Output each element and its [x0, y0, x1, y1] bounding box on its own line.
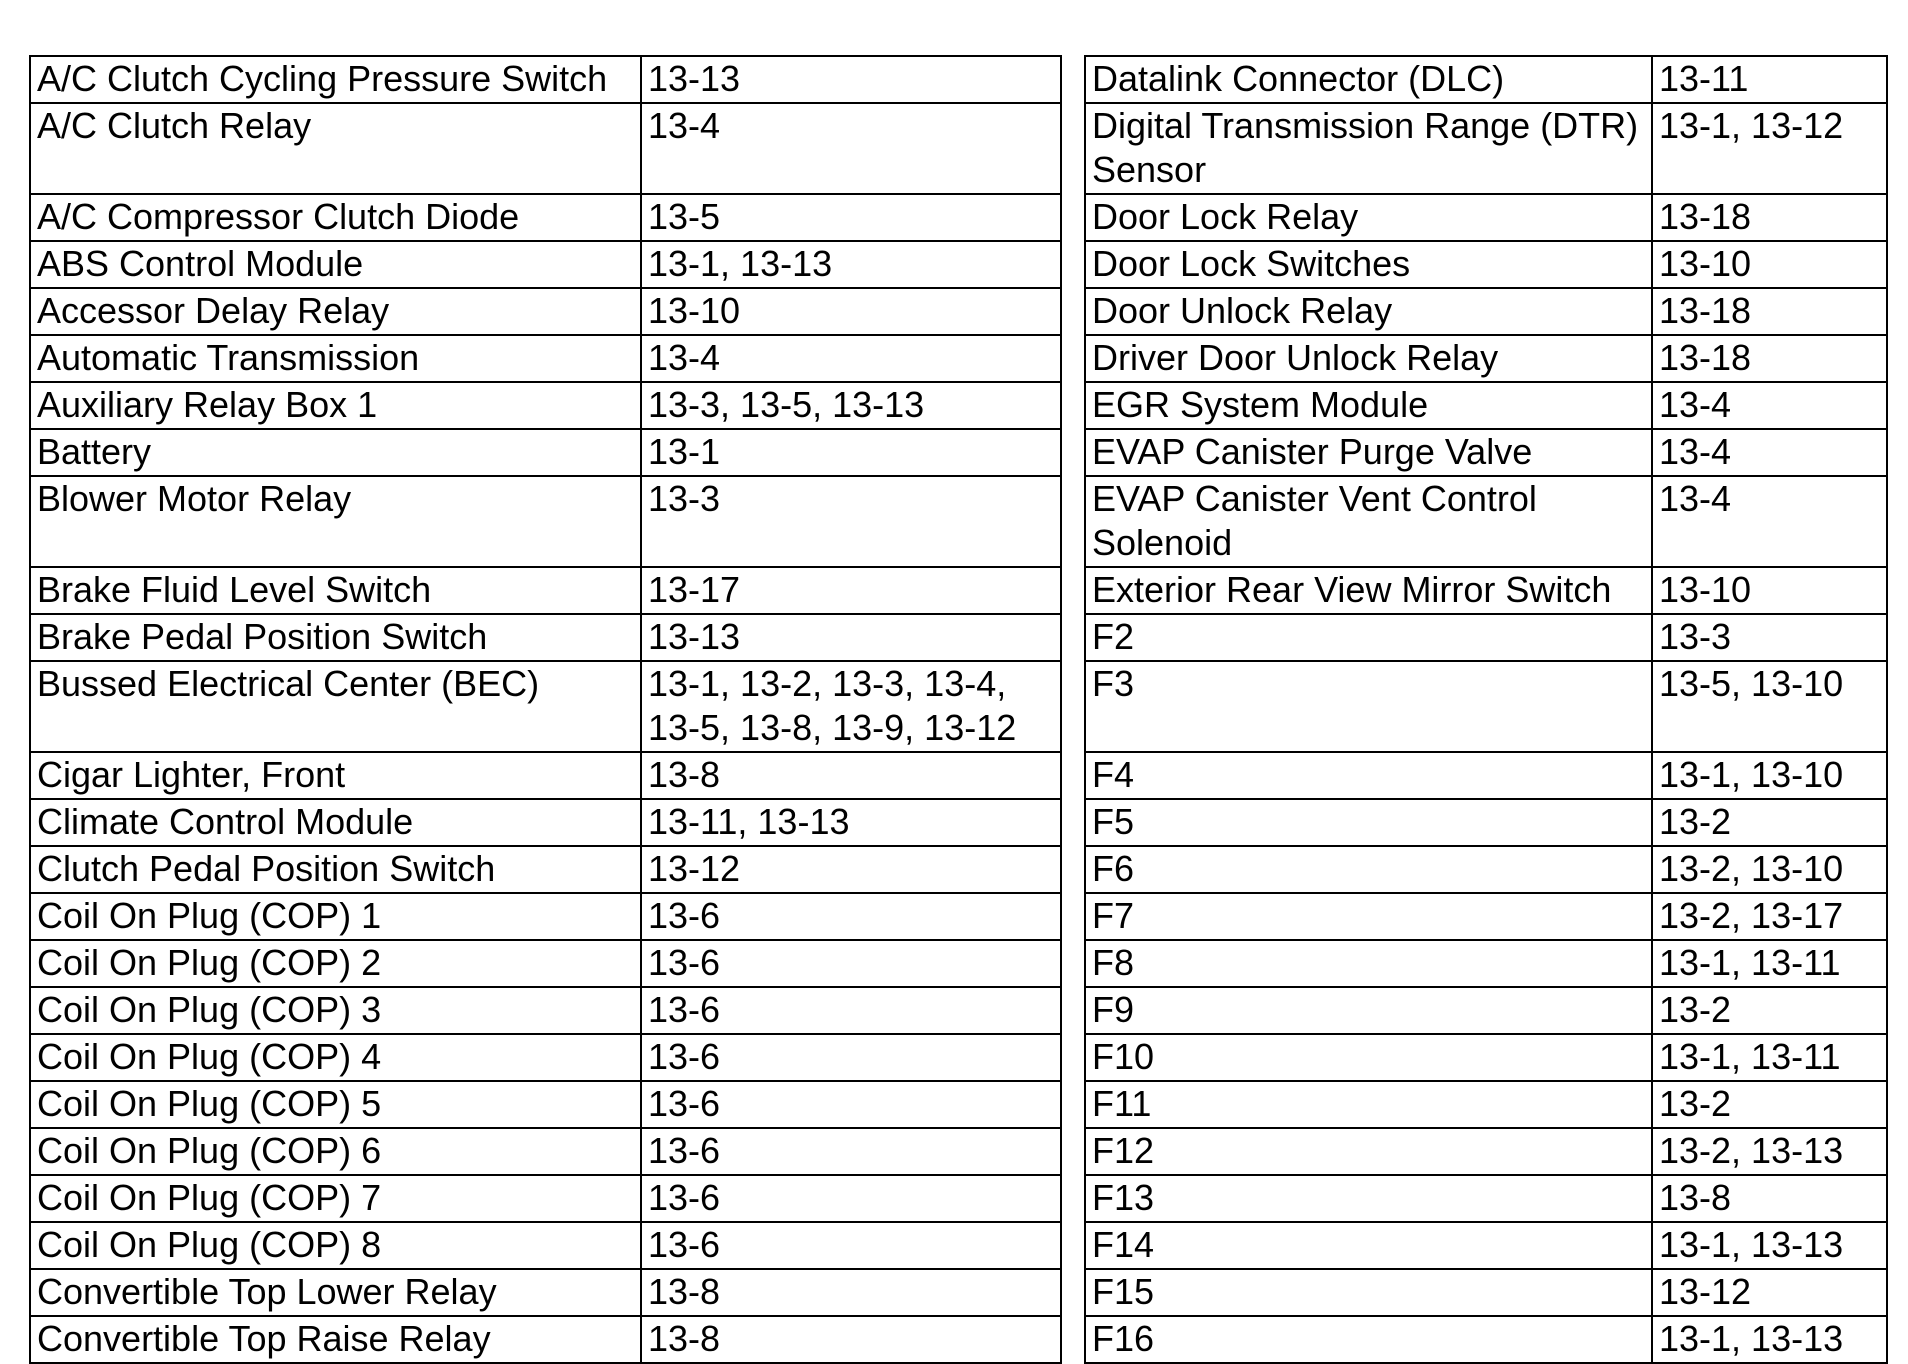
page-reference: 13-5 — [648, 196, 721, 237]
component-cell — [30, 382, 641, 429]
component-cell — [1085, 103, 1652, 194]
component-cell — [30, 1269, 641, 1316]
component-cell — [30, 476, 641, 567]
table-row — [30, 194, 1061, 241]
page-ref-cell — [641, 752, 1061, 799]
page-ref-cell — [641, 476, 1061, 567]
page-ref-cell — [641, 1081, 1061, 1128]
page-ref-cell — [1652, 1316, 1887, 1363]
table-row — [1085, 1316, 1887, 1363]
table-row — [30, 893, 1061, 940]
component-cell — [30, 103, 641, 194]
page-ref-cell — [641, 893, 1061, 940]
component-name: Blower Motor Relay — [37, 478, 352, 519]
page-reference: 13-1, 13-10 — [1659, 754, 1844, 795]
component-name: F3 — [1092, 663, 1135, 704]
table-row — [1085, 614, 1887, 661]
component-name: Door Unlock Relay — [1092, 290, 1393, 331]
table-row — [30, 241, 1061, 288]
table-row — [30, 661, 1061, 752]
component-cell — [30, 241, 641, 288]
page-ref-cell — [641, 1222, 1061, 1269]
page-ref-cell — [1652, 661, 1887, 752]
component-name: F13 — [1092, 1177, 1155, 1218]
page-reference: 13-1, 13-13 — [648, 243, 833, 284]
component-name: Brake Pedal Position Switch — [37, 616, 488, 657]
component-name: F9 — [1092, 989, 1135, 1030]
table-row — [30, 56, 1061, 103]
component-cell — [1085, 1034, 1652, 1081]
component-cell — [1085, 288, 1652, 335]
table-row — [30, 567, 1061, 614]
component-cell — [30, 846, 641, 893]
page-reference: 13-17 — [648, 569, 741, 610]
page-reference: 13-8 — [1659, 1177, 1732, 1218]
table-row — [30, 846, 1061, 893]
page-ref-cell — [1652, 940, 1887, 987]
page-reference: 13-8 — [648, 754, 721, 795]
page-reference: 13-2, 13-13 — [1659, 1130, 1844, 1171]
page-ref-cell — [641, 661, 1061, 752]
page-reference: 13-6 — [648, 1130, 721, 1171]
component-name: Brake Fluid Level Switch — [37, 569, 432, 610]
table-row — [1085, 1081, 1887, 1128]
table-row — [1085, 382, 1887, 429]
component-name: F12 — [1092, 1130, 1155, 1171]
table-row — [30, 1316, 1061, 1363]
component-cell — [30, 1316, 641, 1363]
component-name: Coil On Plug (COP) 6 — [37, 1130, 382, 1171]
page-ref-cell — [1652, 614, 1887, 661]
page-reference: 13-8 — [648, 1318, 721, 1359]
page-reference: 13-1, 13-11 — [1659, 1036, 1841, 1077]
component-cell — [1085, 846, 1652, 893]
table-row — [1085, 288, 1887, 335]
component-cell — [30, 614, 641, 661]
component-name: Clutch Pedal Position Switch — [37, 848, 496, 889]
table-row — [30, 799, 1061, 846]
page-ref-cell — [641, 382, 1061, 429]
page-ref-cell — [1652, 1269, 1887, 1316]
page-reference: 13-10 — [1659, 243, 1752, 284]
component-cell — [1085, 893, 1652, 940]
page-ref-cell — [641, 1269, 1061, 1316]
page-ref-cell — [1652, 382, 1887, 429]
table-row — [1085, 1128, 1887, 1175]
component-name: Auxiliary Relay Box 1 — [37, 384, 378, 425]
table-row — [1085, 1222, 1887, 1269]
table-row — [1085, 940, 1887, 987]
component-cell — [30, 429, 641, 476]
component-name: Driver Door Unlock Relay — [1092, 337, 1499, 378]
table-row — [1085, 1175, 1887, 1222]
page-ref-cell — [1652, 1222, 1887, 1269]
page-reference: 13-18 — [1659, 196, 1752, 237]
table-row — [1085, 1269, 1887, 1316]
page-ref-cell — [1652, 893, 1887, 940]
component-cell — [30, 893, 641, 940]
component-name: Accessor Delay Relay — [37, 290, 390, 331]
component-cell — [30, 1175, 641, 1222]
component-name: Battery — [37, 431, 152, 472]
component-cell — [1085, 1222, 1652, 1269]
page-reference: 13-1, 13-12 — [1659, 105, 1844, 146]
table-row — [30, 429, 1061, 476]
component-cell — [1085, 56, 1652, 103]
component-cell — [1085, 382, 1652, 429]
page-reference: 13-1, 13-13 — [1659, 1224, 1844, 1265]
component-name: Convertible Top Lower Relay — [37, 1271, 497, 1312]
component-cell — [1085, 194, 1652, 241]
page-reference: 13-1, 13-2, 13-3, 13-4, — [648, 663, 1007, 704]
component-name: Exterior Rear View Mirror Switch — [1092, 569, 1612, 610]
component-cell — [1085, 241, 1652, 288]
component-name: F10 — [1092, 1036, 1155, 1077]
page-ref-cell — [1652, 1081, 1887, 1128]
component-cell — [30, 56, 641, 103]
component-name: Coil On Plug (COP) 3 — [37, 989, 382, 1030]
table-row — [30, 940, 1061, 987]
table-row — [30, 1175, 1061, 1222]
page-ref-cell — [641, 567, 1061, 614]
table-row — [1085, 987, 1887, 1034]
page-ref-cell — [1652, 288, 1887, 335]
component-name: Door Lock Relay — [1092, 196, 1359, 237]
component-name: F5 — [1092, 801, 1135, 842]
table-row — [1085, 194, 1887, 241]
page-reference: 13-6 — [648, 942, 721, 983]
component-cell — [30, 288, 641, 335]
page-ref-cell — [1652, 103, 1887, 194]
page-ref-cell — [641, 987, 1061, 1034]
page-ref-cell — [641, 429, 1061, 476]
component-name: F7 — [1092, 895, 1135, 936]
table-row — [1085, 752, 1887, 799]
page-reference: 13-4 — [1659, 431, 1732, 472]
page-reference: 13-1 — [648, 431, 721, 472]
page-reference: 13-1, 13-11 — [1659, 942, 1841, 983]
page-ref-cell — [641, 103, 1061, 194]
component-name: Bussed Electrical Center (BEC) — [37, 663, 540, 704]
page-ref-cell — [1652, 241, 1887, 288]
component-cell — [1085, 940, 1652, 987]
table-row — [30, 987, 1061, 1034]
component-name: Cigar Lighter, Front — [37, 754, 346, 795]
page-reference: 13-12 — [648, 848, 741, 889]
component-cell — [1085, 1128, 1652, 1175]
table-row — [30, 288, 1061, 335]
component-cell — [30, 940, 641, 987]
component-cell — [1085, 752, 1652, 799]
table-row — [1085, 1034, 1887, 1081]
page-reference: 13-10 — [648, 290, 741, 331]
component-name: F2 — [1092, 616, 1135, 657]
component-cell — [1085, 335, 1652, 382]
component-cell — [1085, 661, 1652, 752]
table-row — [30, 382, 1061, 429]
page-ref-cell — [641, 241, 1061, 288]
table-row — [1085, 56, 1887, 103]
page-reference: 13-5, 13-10 — [1659, 663, 1844, 704]
component-cell — [30, 1081, 641, 1128]
page-ref-cell — [641, 846, 1061, 893]
page-reference: 13-2, 13-10 — [1659, 848, 1844, 889]
table-row — [30, 103, 1061, 194]
page-ref-cell — [1652, 194, 1887, 241]
page-ref-cell — [641, 288, 1061, 335]
page-reference: 13-4 — [1659, 384, 1732, 425]
left-table-body — [30, 56, 1061, 1363]
page-ref-cell — [1652, 1128, 1887, 1175]
component-cell — [1085, 799, 1652, 846]
page-reference: 13-4 — [648, 105, 721, 146]
page-ref-cell — [1652, 567, 1887, 614]
component-cell — [1085, 987, 1652, 1034]
page-reference: 13-4 — [648, 337, 721, 378]
page-reference: 13-6 — [648, 1036, 721, 1077]
table-row — [1085, 661, 1887, 752]
page-reference: 13-6 — [648, 989, 721, 1030]
page-ref-cell — [641, 56, 1061, 103]
table-row — [30, 1034, 1061, 1081]
component-name: Coil On Plug (COP) 7 — [37, 1177, 382, 1218]
page-reference: 13-2 — [1659, 1083, 1732, 1124]
component-cell — [1085, 1316, 1652, 1363]
page-ref-cell — [641, 614, 1061, 661]
component-cell — [30, 194, 641, 241]
component-name: Convertible Top Raise Relay — [37, 1318, 491, 1359]
page-reference: 13-3, 13-5, 13-13 — [648, 384, 925, 425]
page-reference: 13-18 — [1659, 337, 1752, 378]
component-cell — [1085, 1269, 1652, 1316]
page-reference: 13-13 — [648, 58, 741, 99]
page-ref-cell — [1652, 846, 1887, 893]
page-ref-cell — [641, 799, 1061, 846]
component-name: EVAP Canister Purge Valve — [1092, 431, 1533, 472]
table-row — [30, 476, 1061, 567]
table-row — [30, 1128, 1061, 1175]
page-ref-cell — [641, 940, 1061, 987]
page-reference: 13-12 — [1659, 1271, 1752, 1312]
page-reference: 13-2, 13-17 — [1659, 895, 1844, 936]
table-row — [30, 752, 1061, 799]
component-cell — [30, 1128, 641, 1175]
table-row — [30, 614, 1061, 661]
page-ref-cell — [1652, 476, 1887, 567]
component-name: F8 — [1092, 942, 1135, 983]
page-reference: 13-6 — [648, 1177, 721, 1218]
page-reference: 13-13 — [648, 616, 741, 657]
component-name: Solenoid — [1092, 522, 1233, 563]
component-name: Automatic Transmission — [37, 337, 420, 378]
component-name: A/C Compressor Clutch Diode — [37, 196, 520, 237]
component-cell — [1085, 567, 1652, 614]
page-ref-cell — [641, 335, 1061, 382]
table-row — [1085, 241, 1887, 288]
component-name: Coil On Plug (COP) 4 — [37, 1036, 382, 1077]
component-cell — [30, 987, 641, 1034]
component-name: Datalink Connector (DLC) — [1092, 58, 1505, 99]
component-cell — [30, 567, 641, 614]
component-cell — [1085, 614, 1652, 661]
page-ref-cell — [1652, 335, 1887, 382]
component-cell — [1085, 1081, 1652, 1128]
table-row — [1085, 799, 1887, 846]
table-row — [1085, 335, 1887, 382]
component-name: A/C Clutch Relay — [37, 105, 312, 146]
page-reference: 13-6 — [648, 1083, 721, 1124]
page-reference: 13-8 — [648, 1271, 721, 1312]
component-name: Digital Transmission Range (DTR) — [1092, 105, 1639, 146]
component-name: F14 — [1092, 1224, 1155, 1265]
component-name: F6 — [1092, 848, 1135, 889]
page-reference: 13-10 — [1659, 569, 1752, 610]
page-reference: 13-5, 13-8, 13-9, 13-12 — [648, 707, 1017, 748]
page-reference: 13-2 — [1659, 801, 1732, 842]
component-name: F4 — [1092, 754, 1135, 795]
component-cell — [1085, 476, 1652, 567]
table-row — [30, 1081, 1061, 1128]
page-ref-cell — [641, 1034, 1061, 1081]
table-row — [30, 1269, 1061, 1316]
right-index-table — [1084, 55, 1888, 1364]
table-row — [1085, 893, 1887, 940]
component-name: ABS Control Module — [37, 243, 364, 284]
component-name: F15 — [1092, 1271, 1155, 1312]
page-ref-cell — [1652, 429, 1887, 476]
page-reference: 13-3 — [648, 478, 721, 519]
page-reference: 13-11, 13-13 — [648, 801, 850, 842]
table-row — [1085, 429, 1887, 476]
page-ref-cell — [641, 194, 1061, 241]
page-ref-cell — [1652, 1175, 1887, 1222]
table-row — [1085, 846, 1887, 893]
component-cell — [30, 752, 641, 799]
page-reference: 13-18 — [1659, 290, 1752, 331]
component-name: Coil On Plug (COP) 2 — [37, 942, 382, 983]
table-row — [30, 1222, 1061, 1269]
component-name: Coil On Plug (COP) 5 — [37, 1083, 382, 1124]
page-reference: 13-1, 13-13 — [1659, 1318, 1844, 1359]
table-row — [30, 335, 1061, 382]
component-name: EVAP Canister Vent Control — [1092, 478, 1537, 519]
component-name: Door Lock Switches — [1092, 243, 1411, 284]
component-cell — [30, 335, 641, 382]
page-ref-cell — [1652, 752, 1887, 799]
component-cell — [30, 799, 641, 846]
component-name: Coil On Plug (COP) 8 — [37, 1224, 382, 1265]
component-cell — [30, 661, 641, 752]
page-ref-cell — [1652, 987, 1887, 1034]
right-table-body — [1085, 56, 1887, 1363]
page-ref-cell — [1652, 1034, 1887, 1081]
page-ref-cell — [641, 1175, 1061, 1222]
table-row — [1085, 476, 1887, 567]
page-ref-cell — [641, 1128, 1061, 1175]
component-cell — [1085, 1175, 1652, 1222]
table-row — [1085, 567, 1887, 614]
component-name: Climate Control Module — [37, 801, 414, 842]
page-ref-cell — [1652, 799, 1887, 846]
page-reference: 13-6 — [648, 1224, 721, 1265]
page-reference: 13-2 — [1659, 989, 1732, 1030]
component-name: Coil On Plug (COP) 1 — [37, 895, 382, 936]
component-cell — [30, 1034, 641, 1081]
component-name: EGR System Module — [1092, 384, 1429, 425]
page-ref-cell — [1652, 56, 1887, 103]
page-reference: 13-4 — [1659, 478, 1732, 519]
component-cell — [1085, 429, 1652, 476]
component-name: A/C Clutch Cycling Pressure Switch — [37, 58, 608, 99]
component-cell — [30, 1222, 641, 1269]
component-name: F11 — [1092, 1083, 1152, 1124]
table-row — [1085, 103, 1887, 194]
page-reference: 13-11 — [1659, 58, 1749, 99]
component-name: F16 — [1092, 1318, 1155, 1359]
page-reference: 13-6 — [648, 895, 721, 936]
page-ref-cell — [641, 1316, 1061, 1363]
left-index-table — [29, 55, 1062, 1364]
component-name: Sensor — [1092, 149, 1207, 190]
page-reference: 13-3 — [1659, 616, 1732, 657]
